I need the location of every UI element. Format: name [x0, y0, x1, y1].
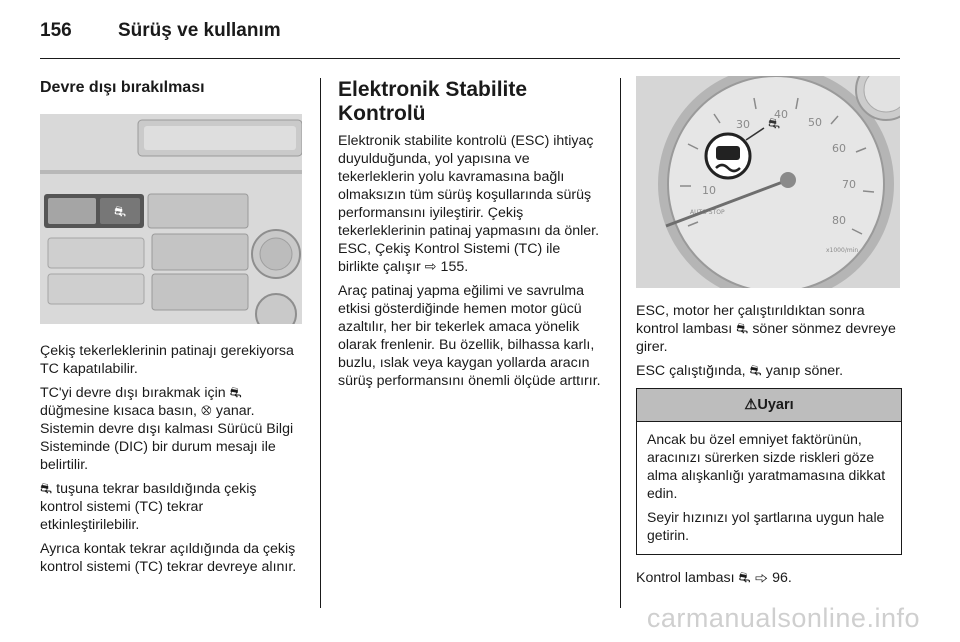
- tick-label: 60: [832, 142, 846, 155]
- unit-label: x1000/min: [826, 247, 859, 254]
- tick-label: 10: [702, 184, 716, 197]
- paragraph: TC'yi devre dışı bırakmak için ⛐ düğmesine kısaca basın, ⛒ yanar. Sistemin devre dışı kalması Sürücü Bilgi Sisteminde (DIC) bir durum mesajı ile belirtilir.: [40, 385, 294, 473]
- column-divider: [320, 78, 321, 608]
- warning-paragraph: Ancak bu özel emniyet faktörünün, aracınızı sürerken sizde riskleri göze alma alışkanlığı yaratmamasına dikkat edin.: [647, 431, 886, 501]
- needle-hub: [780, 172, 796, 188]
- paragraph: ESC çalıştığında, ⛐ yanıp söner.: [636, 363, 844, 379]
- subheading-deactivation: Devre dışı bırakılması: [40, 79, 205, 96]
- paragraph: Elektronik stabilite kontrolü (ESC) ihtiyaç duyulduğunda, yol yapısına ve tekerleklerin yolu kavramasına bağlı olmaksızın tüm sürüş koşullarında sürüş performansını iyileştirir. Çekiş tekerleklerinin patinaj yapmasını da önler. ESC, Çekiş Kontrol Sistemi (TC) ile birlikte çalışır ⇨ 155.: [338, 133, 600, 275]
- watermark: carmanualsonline.info: [646, 603, 920, 633]
- warning-paragraph: Seyir hızınızı yol şartlarına uygun hale getirin.: [647, 509, 885, 543]
- speedometer-illustration: [636, 76, 900, 288]
- speedometer-drawing: [636, 76, 900, 288]
- tick-label: 40: [774, 108, 788, 121]
- paragraph: ⛐ tuşuna tekrar basıldığında çekiş kontrol sistemi (TC) tekrar etkinleştirilebilir.: [40, 481, 257, 533]
- esc-off-icon: ⛐: [768, 116, 781, 132]
- warning-title: ⚠Uyarı: [637, 389, 901, 422]
- tc-button-illustration: [40, 114, 302, 324]
- page-number: 156: [40, 20, 72, 41]
- left-column: [40, 74, 302, 582]
- page-header: [40, 20, 281, 48]
- column-divider: [620, 78, 621, 608]
- header-rule: [40, 58, 900, 59]
- svg-text:⛐: ⛐: [113, 204, 127, 220]
- dashboard-buttons-drawing: [40, 114, 302, 324]
- paragraph: Araç patinaj yapma eğilimi ve savrulma etkisi gösterdiğinde hemen motor gücü azaltılır, her bir tekerlek amaca yönelik olarak frenlenir. Bu özellik, bilhassa karlı, buzlu, ıslak veya kaygan yollarda aracın sürüş performansını önemli ölçüde arttırır.: [338, 283, 601, 389]
- middle-column: [338, 74, 604, 396]
- section-heading-esc: Elektronik Stabilite Kontrolü: [338, 78, 528, 125]
- tick-label: 70: [842, 178, 856, 191]
- paragraph: Çekiş tekerleklerinin patinajı gerekiyorsa TC kapatılabilir.: [40, 343, 294, 377]
- chapter-title: Sürüş ve kullanım: [118, 20, 281, 41]
- tick-label: 80: [832, 214, 846, 227]
- autostop-label: AUTO STOP: [690, 209, 725, 216]
- tick-label: 50: [808, 116, 822, 129]
- paragraph: ESC, motor her çalıştırıldıktan sonra kontrol lambası ⛐ söner sönmez devreye girer.: [636, 303, 896, 355]
- right-column: [636, 74, 902, 593]
- tick-label: 30: [736, 118, 750, 131]
- paragraph: Ayrıca kontak tekrar açıldığında da çekiş kontrol sistemi (TC) tekrar devreye alınır.: [40, 541, 297, 575]
- control-lamp-reference: Kontrol lambası ⛐ ⇨ 96.: [636, 570, 792, 586]
- warning-box: [636, 388, 902, 555]
